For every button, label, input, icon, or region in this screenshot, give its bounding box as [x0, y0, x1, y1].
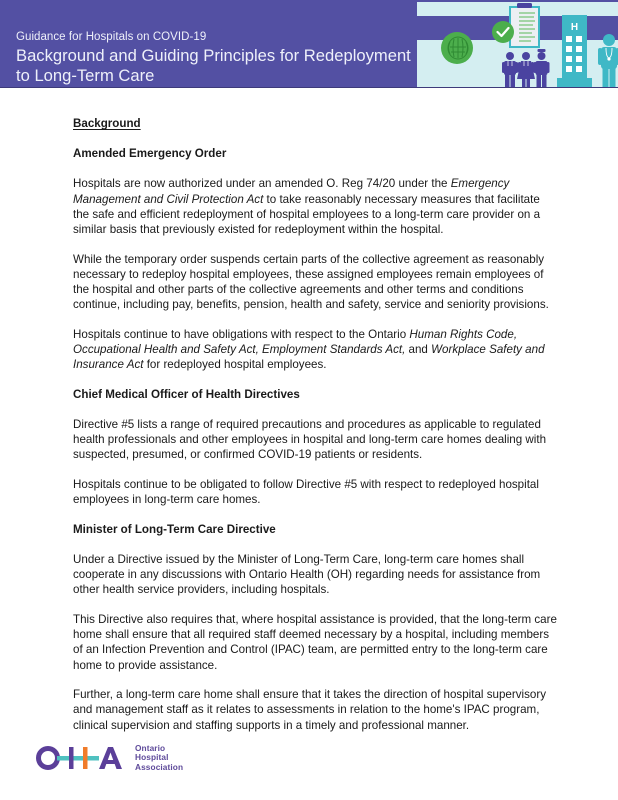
brain-icon [441, 32, 473, 64]
hospital-building-icon [557, 15, 592, 87]
checklist-clipboard-icon [509, 3, 540, 48]
paragraph: While the temporary order suspends certain parts of the collective agreement as reasonably necessary to redeploy hospital employees, these assigned employees remain employees of the hospital and other parts of the collective agreements and other terms and conditions continue, including pay, benefits, pension, health and safety, service and seniority provisions. [73, 252, 549, 312]
paragraph: Hospitals continue to be obligated to follow Directive #5 with respect to redeployed hospital employees in long-term care homes. [73, 478, 539, 507]
staff-group-icon [502, 49, 550, 87]
subheading-cmoh-directives: Chief Medical Officer of Health Directives [73, 387, 300, 401]
oha-wordmark-icon [36, 745, 127, 771]
doctor-icon [598, 34, 618, 87]
header-illustration [417, 2, 618, 87]
svg-text:H: H [570, 22, 579, 33]
paragraph: Under a Directive issued by the Minister of Long-Term Care, long-term care homes shall cooperate in any discussions with Ontario Health (OH) regarding needs for assistance from other health service providers, including hospitals. [73, 553, 541, 597]
paragraph: Further, a long-term care home shall ensure that it takes the direction of hospital supervisory and management staff as it relates to assessments in relation to the home's IPAC program, clinical supervision and staffing supports in a timely and professional manner. [73, 688, 546, 732]
paragraph: This Directive also requires that, where hospital assistance is provided, that the long-term care home shall ensure that all required staff deemed necessary by a hospital, including members of an Infection Prevention and Control (IPAC) team, are permitted entry to the long-term care home to provide assistance. [73, 613, 557, 672]
subheading-amended-emergency-order: Amended Emergency Order [73, 147, 227, 161]
header-banner [0, 0, 618, 88]
oha-organization-name: Ontario Hospital Association [135, 742, 184, 772]
document-body [73, 116, 558, 747]
subheading-ltc-minister-directive: Minister of Long-Term Care Directive [73, 522, 276, 536]
section-heading-background: Background [73, 117, 141, 130]
paragraph: Hospitals are now authorized under an amended O. Reg 74/20 under the Emergency Management and Civil Protection Act to take reasonably necessary measures that facilitate the safe and efficient redeployment of hospital employees to a long-term care provider on a similar basis that previously existed for redeployment within the hospital. [73, 177, 541, 237]
header-text [16, 30, 416, 86]
document-series-label: Guidance for Hospitals on COVID-19 [16, 31, 207, 43]
paragraph: Hospitals continue to have obligations with respect to the Ontario Human Rights Code, Occupational Health and Safety Act, Employment Standards Act, and Workplace Safety and Insurance Act for redeployed hospital employees. [73, 327, 545, 372]
oha-logo [36, 742, 183, 774]
checkmark-badge-icon [492, 21, 514, 43]
paragraph: Directive #5 lists a range of required precautions and procedures as applicable to regulated health professionals and other employees in hospital and long-term care homes dealing with suspected, presumed, or confirmed COVID-19 patients or residents. [73, 418, 547, 462]
document-title: Background and Guiding Principles for Redeployment to Long-Term Care [16, 46, 411, 85]
